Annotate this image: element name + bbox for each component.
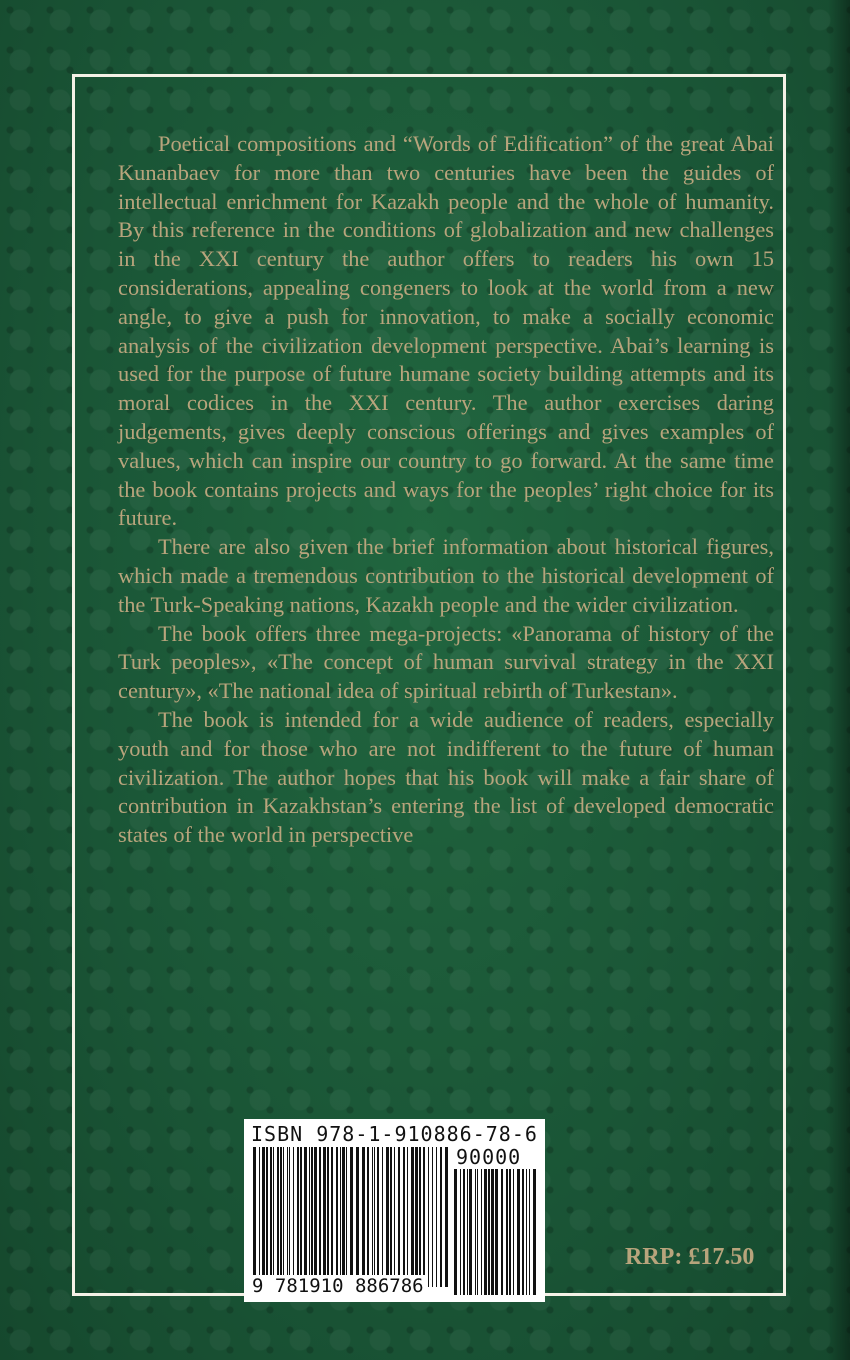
blurb-paragraph-1: Poetical compositions and “Words of Edification” of the great Abai Kunanbaev for more than two centuries have been the guides of intellectual enrichment for Kazakh people and the whole of humanity. By this reference in the conditions of globalization and new challenges in the XXI century the author offers to readers his own 15 considerations, appealing congeners to look at the world from a new angle, to give a push for innovation, to make a socially economic analysis of the civilization development perspective. Abai’s learning is used for the purpose of future humane society building attempts and its moral codices in the XXI century. The author exercises daring judgements, gives deeply conscious offerings and gives examples of values, which can inspire our country to go forward. At the same time the book contains projects and ways for the peoples’ right choice for its future.	[118, 131, 774, 531]
spine-shadow	[828, 0, 850, 1360]
blurb-text	[118, 130, 774, 850]
recommended-retail-price: RRP: £17.50	[625, 1244, 755, 1270]
price-code: 90000	[456, 1145, 522, 1169]
blurb-paragraph-2: There are also given the brief information about historical figures, which made a tremendous contribution to the historical development of the Turk-Speaking nations, Kazakh people and the wider civilization.	[118, 534, 774, 617]
isbn-label: ISBN 978-1-910886-78-6	[251, 1122, 538, 1146]
addon-barcode	[454, 1169, 537, 1295]
ean13-barcode	[253, 1147, 449, 1287]
blurb-paragraph-3: The book offers three mega-projects: «Panorama of history of the Turk peoples», «The concept of human survival strategy in the XXI century», «The national idea of spiritual rebirth of Turkestan».	[118, 620, 774, 704]
barcode-box	[244, 1119, 545, 1302]
blurb-paragraph-4: The book is intended for a wide audience of readers, especially youth and for those who are not indifferent to the future of human civilization. The author hopes that his book will make a fair share of contribution in Kazakhstan’s entering the list of developed democratic states of the world in perspective	[118, 706, 774, 848]
ean-digits: 9 781910 886786	[252, 1275, 424, 1297]
